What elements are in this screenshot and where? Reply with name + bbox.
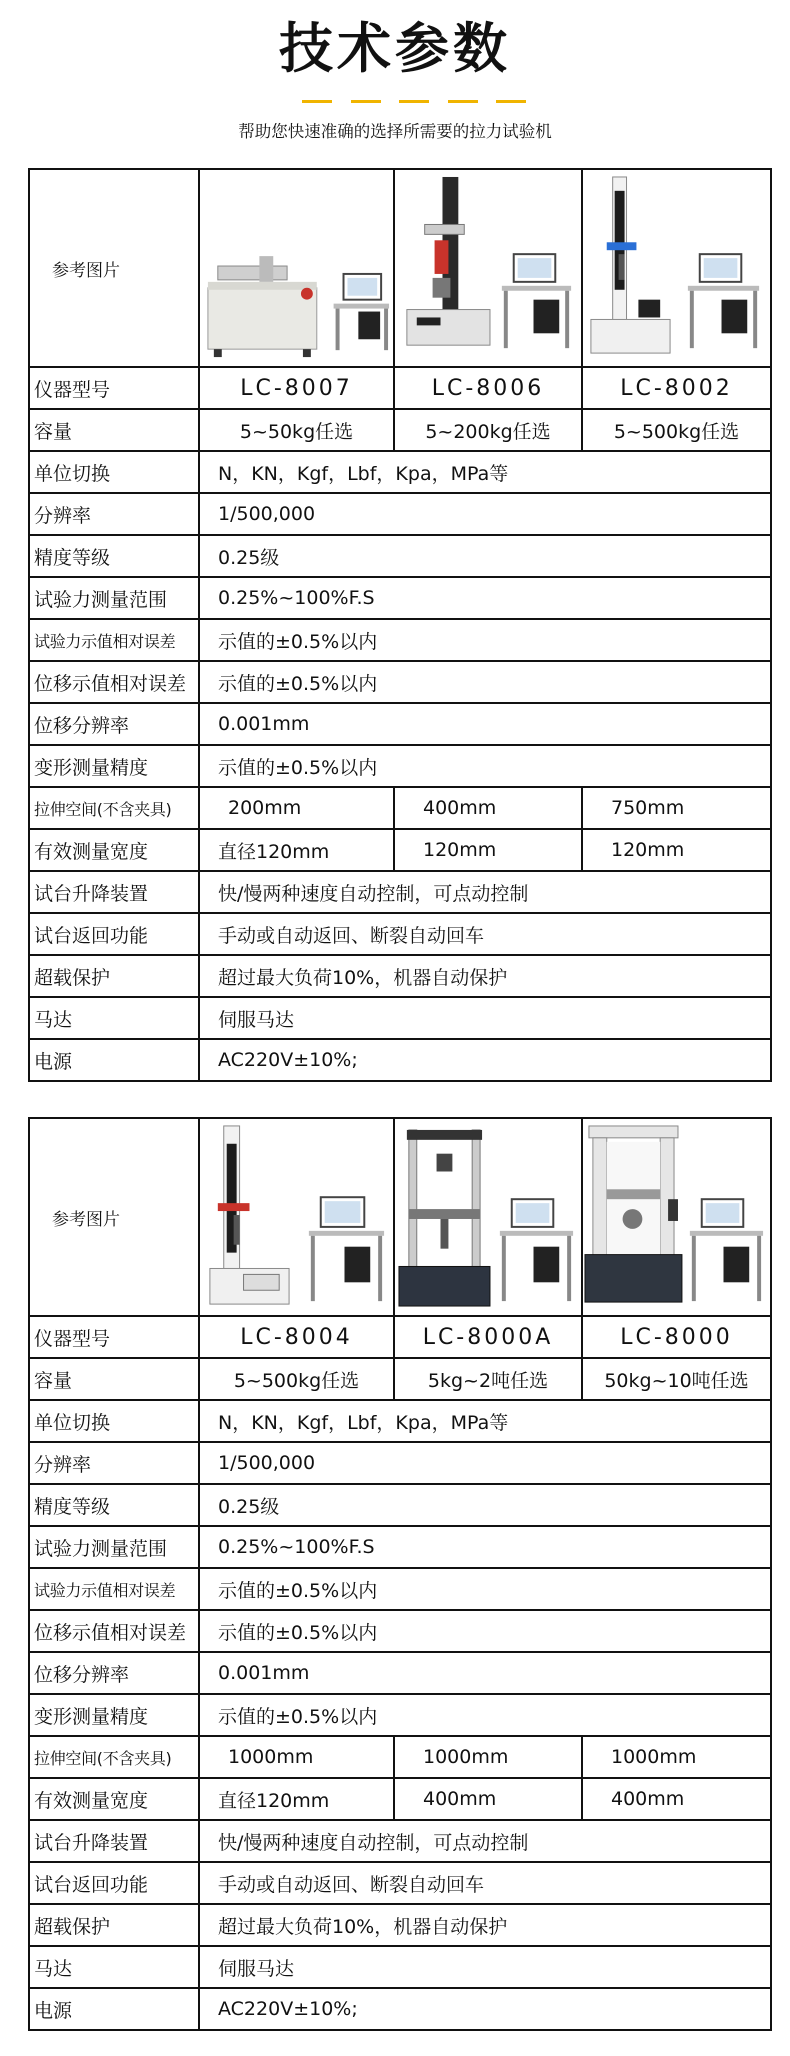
capacity-label: 容量 — [29, 1358, 199, 1400]
table-row — [29, 871, 771, 913]
table-row — [29, 1778, 771, 1820]
table-row — [29, 1652, 771, 1694]
force-error-value: 示值的±0.5%以内 — [199, 1568, 771, 1610]
stretch-space-value: 200mm — [199, 787, 394, 829]
model-label: 仪器型号 — [29, 367, 199, 409]
tensile-tester-double-column-image — [582, 1118, 771, 1316]
effective-width-label: 有效测量宽度 — [29, 829, 199, 871]
displacement-error-value: 示值的±0.5%以内 — [199, 661, 771, 703]
force-error-label: 试验力示值相对误差 — [29, 1568, 199, 1610]
table-row — [29, 1568, 771, 1610]
range-value: 0.25%~100%F.S — [199, 1526, 771, 1568]
table-row — [29, 1039, 771, 1081]
effective-width-value: 400mm — [582, 1778, 771, 1820]
table-row — [29, 1610, 771, 1652]
table-row — [29, 913, 771, 955]
resolution-value: 1/500,000 — [199, 1442, 771, 1484]
tensile-tester-single-column-image — [199, 1118, 394, 1316]
model-value: LC-8002 — [582, 367, 771, 409]
power-label: 电源 — [29, 1988, 199, 2030]
motor-value: 伺服马达 — [199, 997, 771, 1039]
range-label: 试验力测量范围 — [29, 577, 199, 619]
lift-device-label: 试台升降装置 — [29, 871, 199, 913]
displacement-error-value: 示值的±0.5%以内 — [199, 1610, 771, 1652]
lift-device-value: 快/慢两种速度自动控制，可点动控制 — [199, 871, 771, 913]
units-label: 单位切换 — [29, 451, 199, 493]
displacement-resolution-value: 0.001mm — [199, 703, 771, 745]
accuracy-label: 精度等级 — [29, 535, 199, 577]
range-value: 0.25%~100%F.S — [199, 577, 771, 619]
page-subtitle: 帮助您快速准确的选择所需要的拉力试验机 — [238, 122, 552, 141]
deformation-accuracy-label: 变形测量精度 — [29, 1694, 199, 1736]
table-row — [29, 829, 771, 871]
table-row — [29, 1442, 771, 1484]
return-function-label: 试台返回功能 — [29, 1862, 199, 1904]
model-value: LC-8004 — [199, 1316, 394, 1358]
table-row — [29, 619, 771, 661]
stretch-space-label: 拉伸空间(不含夹具) — [29, 1736, 199, 1778]
accuracy-value: 0.25级 — [199, 1484, 771, 1526]
computer-desk-image — [334, 274, 389, 350]
table-row — [29, 367, 771, 409]
table-row — [29, 745, 771, 787]
table-row — [29, 493, 771, 535]
table-row — [29, 1736, 771, 1778]
accuracy-value: 0.25级 — [199, 535, 771, 577]
overload-value: 超过最大负荷10%，机器自动保护 — [199, 955, 771, 997]
power-value: AC220V±10%; — [199, 1988, 771, 2030]
tensile-tester-single-column-image — [394, 169, 582, 367]
table-row — [29, 1400, 771, 1442]
motor-value: 伺服马达 — [199, 1946, 771, 1988]
displacement-resolution-value: 0.001mm — [199, 1652, 771, 1694]
overload-value: 超过最大负荷10%，机器自动保护 — [199, 1904, 771, 1946]
effective-width-value: 直径120mm — [199, 829, 394, 871]
effective-width-value: 直径120mm — [199, 1778, 394, 1820]
units-value: N，KN，Kgf，Lbf，Kpa，MPa等 — [199, 1400, 771, 1442]
title-underline-dashes — [302, 100, 526, 104]
model-value: LC-8000A — [394, 1316, 582, 1358]
table-row — [29, 1820, 771, 1862]
units-label: 单位切换 — [29, 1400, 199, 1442]
accuracy-label: 精度等级 — [29, 1484, 199, 1526]
capacity-value: 5kg~2吨任选 — [394, 1358, 582, 1400]
table-row — [29, 955, 771, 997]
table-row — [29, 1316, 771, 1358]
return-function-value: 手动或自动返回、断裂自动回车 — [199, 913, 771, 955]
table-row — [29, 409, 771, 451]
resolution-value: 1/500,000 — [199, 493, 771, 535]
table-row — [29, 1946, 771, 1988]
spec-table-1 — [28, 168, 772, 1082]
table-row — [29, 577, 771, 619]
overload-label: 超载保护 — [29, 955, 199, 997]
table-row — [29, 1118, 771, 1316]
motor-label: 马达 — [29, 1946, 199, 1988]
stretch-space-label: 拉伸空间(不含夹具) — [29, 787, 199, 829]
stretch-space-value: 1000mm — [199, 1736, 394, 1778]
resolution-label: 分辨率 — [29, 493, 199, 535]
lift-device-value: 快/慢两种速度自动控制，可点动控制 — [199, 1820, 771, 1862]
force-error-label: 试验力示值相对误差 — [29, 619, 199, 661]
tensile-tester-single-column-image — [582, 169, 771, 367]
table-row — [29, 1484, 771, 1526]
return-function-value: 手动或自动返回、断裂自动回车 — [199, 1862, 771, 1904]
capacity-value: 5~200kg任选 — [394, 409, 582, 451]
stretch-space-value: 1000mm — [394, 1736, 582, 1778]
force-error-value: 示值的±0.5%以内 — [199, 619, 771, 661]
reference-image-label: 参考图片 — [29, 1118, 199, 1316]
units-value: N，KN，Kgf，Lbf，Kpa，MPa等 — [199, 451, 771, 493]
effective-width-value: 120mm — [394, 829, 582, 871]
model-value: LC-8000 — [582, 1316, 771, 1358]
capacity-value: 50kg~10吨任选 — [582, 1358, 771, 1400]
effective-width-value: 120mm — [582, 829, 771, 871]
displacement-error-label: 位移示值相对误差 — [29, 1610, 199, 1652]
deformation-accuracy-label: 变形测量精度 — [29, 745, 199, 787]
capacity-value: 5~500kg任选 — [199, 1358, 394, 1400]
capacity-label: 容量 — [29, 409, 199, 451]
table-row — [29, 169, 771, 367]
deformation-accuracy-value: 示值的±0.5%以内 — [199, 745, 771, 787]
table-row — [29, 661, 771, 703]
table-row — [29, 1526, 771, 1568]
table-row — [29, 535, 771, 577]
range-label: 试验力测量范围 — [29, 1526, 199, 1568]
table-row — [29, 1358, 771, 1400]
table-row — [29, 997, 771, 1039]
displacement-resolution-label: 位移分辨率 — [29, 1652, 199, 1694]
table-row — [29, 787, 771, 829]
page-title: 技术参数 — [279, 17, 511, 80]
stretch-space-value: 750mm — [582, 787, 771, 829]
computer-desk-image — [309, 1197, 384, 1301]
motor-label: 马达 — [29, 997, 199, 1039]
power-label: 电源 — [29, 1039, 199, 1081]
table-row — [29, 1904, 771, 1946]
stretch-space-value: 1000mm — [582, 1736, 771, 1778]
effective-width-value: 400mm — [394, 1778, 582, 1820]
lift-device-label: 试台升降装置 — [29, 1820, 199, 1862]
resolution-label: 分辨率 — [29, 1442, 199, 1484]
table-row — [29, 1862, 771, 1904]
model-label: 仪器型号 — [29, 1316, 199, 1358]
table-row — [29, 1988, 771, 2030]
displacement-error-label: 位移示值相对误差 — [29, 661, 199, 703]
tensile-tester-horizontal-image — [199, 169, 394, 367]
spec-table-2 — [28, 1117, 772, 2031]
model-value: LC-8007 — [199, 367, 394, 409]
deformation-accuracy-value: 示值的±0.5%以内 — [199, 1694, 771, 1736]
capacity-value: 5~50kg任选 — [199, 409, 394, 451]
stretch-space-value: 400mm — [394, 787, 582, 829]
computer-desk-image — [688, 254, 759, 348]
table-row — [29, 451, 771, 493]
overload-label: 超载保护 — [29, 1904, 199, 1946]
model-value: LC-8006 — [394, 367, 582, 409]
table-row — [29, 1694, 771, 1736]
power-value: AC220V±10%; — [199, 1039, 771, 1081]
computer-desk-image — [500, 1199, 573, 1301]
computer-desk-image — [690, 1199, 763, 1301]
displacement-resolution-label: 位移分辨率 — [29, 703, 199, 745]
reference-image-label: 参考图片 — [29, 169, 199, 367]
table-row — [29, 703, 771, 745]
tensile-tester-double-column-image — [394, 1118, 582, 1316]
effective-width-label: 有效测量宽度 — [29, 1778, 199, 1820]
capacity-value: 5~500kg任选 — [582, 409, 771, 451]
computer-desk-image — [502, 254, 571, 348]
return-function-label: 试台返回功能 — [29, 913, 199, 955]
